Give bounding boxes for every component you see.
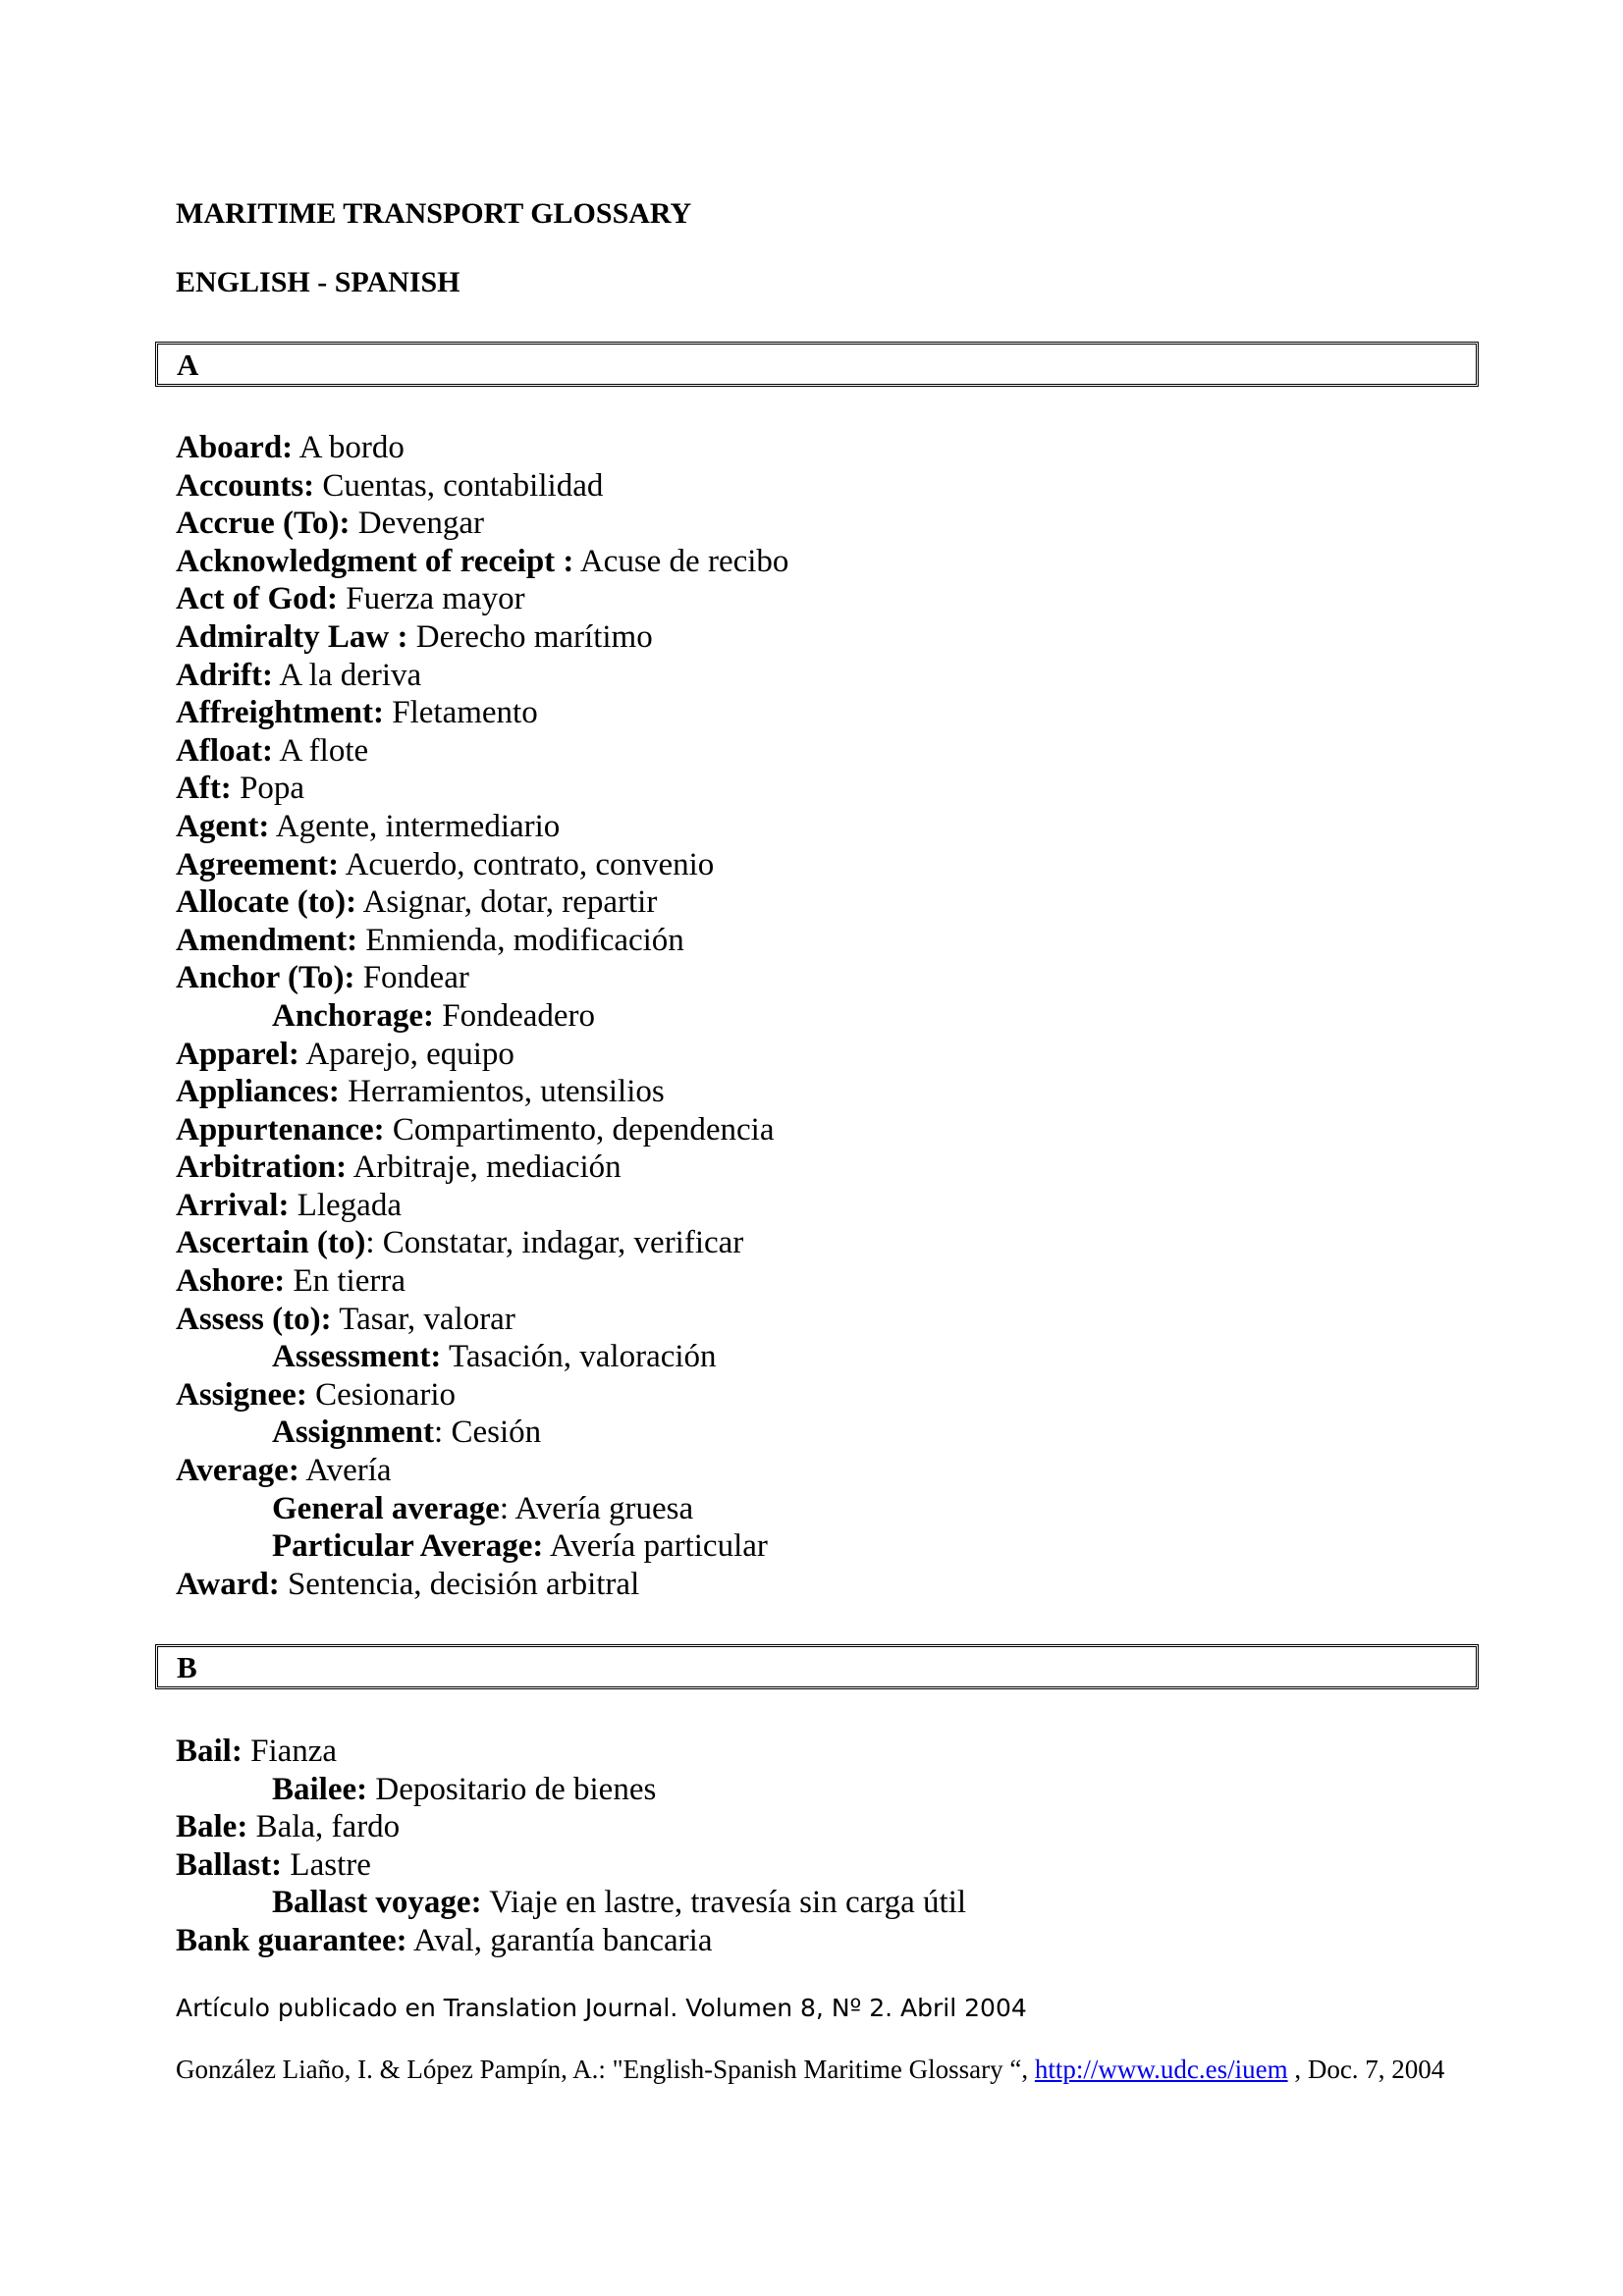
glossary-entry bbox=[176, 1922, 1482, 1960]
entry-definition: Popa bbox=[231, 771, 305, 807]
journal-note: Artículo publicado en Translation Journal. Volumen 8, Nº 2. Abril 2004 bbox=[176, 1994, 1027, 2022]
entry-definition: Devengar bbox=[350, 506, 484, 542]
entry-definition: Viaje en lastre, travesía sin carga útil bbox=[481, 1885, 967, 1921]
entry-term: Assignee: bbox=[176, 1376, 307, 1413]
entry-definition: Bala, fardo bbox=[247, 1809, 401, 1845]
glossary-entry bbox=[176, 657, 1482, 695]
section-letter-b: B bbox=[177, 1650, 197, 1684]
entry-term: Ballast voyage: bbox=[272, 1885, 482, 1921]
glossary-entry bbox=[176, 543, 1482, 581]
entry-term: Assessment: bbox=[272, 1339, 442, 1375]
glossary-entry bbox=[176, 1452, 1482, 1490]
glossary-entry bbox=[176, 1376, 1482, 1415]
glossary-entry bbox=[176, 694, 1482, 732]
entry-term: Afloat: bbox=[176, 732, 273, 769]
entry-definition: Tasación, valoración bbox=[441, 1339, 717, 1375]
entry-term: Anchorage: bbox=[272, 997, 434, 1034]
glossary-entry bbox=[176, 1338, 1482, 1376]
entry-definition: A bordo bbox=[293, 430, 405, 465]
glossary-entry bbox=[176, 1527, 1482, 1566]
entry-separator: : bbox=[434, 1415, 444, 1451]
entry-definition: Sentencia, decisión arbitral bbox=[279, 1566, 640, 1602]
document-subtitle: ENGLISH - SPANISH bbox=[176, 266, 460, 298]
entry-definition: Fianza bbox=[242, 1734, 338, 1769]
entry-definition: Herramientos, utensilios bbox=[339, 1074, 665, 1110]
entry-definition: Compartimento, dependencia bbox=[384, 1111, 775, 1148]
entry-definition: Lastre bbox=[282, 1846, 371, 1883]
entries-section-b bbox=[176, 1733, 1482, 1960]
entry-term: Assignment bbox=[272, 1415, 435, 1451]
glossary-entry bbox=[176, 1490, 1482, 1528]
entry-definition: Fuerza mayor bbox=[337, 581, 525, 617]
entry-term: Agreement: bbox=[176, 846, 340, 882]
entry-term: Bank guarantee: bbox=[176, 1922, 407, 1958]
glossary-entry bbox=[176, 618, 1482, 657]
citation-link[interactable]: http://www.udc.es/iuem bbox=[1034, 2055, 1288, 2084]
section-letter-box-b bbox=[155, 1644, 1479, 1689]
glossary-entry bbox=[176, 1414, 1482, 1452]
glossary-entry bbox=[176, 429, 1482, 467]
glossary-entry bbox=[176, 1187, 1482, 1225]
glossary-entry bbox=[176, 732, 1482, 771]
entry-term: Allocate (to): bbox=[176, 884, 357, 921]
entry-term: Anchor (To): bbox=[176, 960, 355, 996]
entry-definition: Acuerdo, contrato, convenio bbox=[339, 846, 715, 882]
entry-term: Bale: bbox=[176, 1809, 248, 1845]
entry-definition: Arbitraje, mediación bbox=[347, 1149, 622, 1186]
entries-section-a bbox=[176, 429, 1482, 1603]
glossary-entry bbox=[176, 883, 1482, 922]
glossary-entry bbox=[176, 922, 1482, 960]
glossary-entry bbox=[176, 580, 1482, 618]
glossary-entry bbox=[176, 1733, 1482, 1771]
entry-term: Act of God: bbox=[176, 581, 338, 617]
glossary-entry bbox=[176, 505, 1482, 543]
entry-term: Aboard: bbox=[176, 430, 294, 465]
entry-definition: Acuse de recibo bbox=[573, 543, 789, 579]
section-letter-a: A bbox=[177, 347, 199, 382]
glossary-entry bbox=[176, 1111, 1482, 1149]
glossary-entry bbox=[176, 770, 1482, 808]
entry-definition: Fondear bbox=[354, 960, 469, 996]
entry-term: Bailee: bbox=[272, 1771, 368, 1807]
entry-term: General average bbox=[272, 1490, 500, 1526]
entry-definition: Avería particular bbox=[543, 1528, 768, 1565]
entry-definition: Llegada bbox=[289, 1187, 402, 1223]
glossary-entry bbox=[176, 1036, 1482, 1074]
entry-term: Ascertain (to) bbox=[176, 1225, 366, 1261]
entry-definition: Avería bbox=[298, 1453, 392, 1489]
entry-term: Bail: bbox=[176, 1734, 243, 1769]
entry-term: Agent: bbox=[176, 808, 270, 844]
glossary-entry bbox=[176, 997, 1482, 1036]
entry-term: Arbitration: bbox=[176, 1149, 348, 1186]
entry-term: Average: bbox=[176, 1453, 299, 1489]
entry-definition: Cesión bbox=[443, 1415, 542, 1451]
glossary-entry bbox=[176, 1262, 1482, 1301]
glossary-entry bbox=[176, 846, 1482, 884]
glossary-entry bbox=[176, 467, 1482, 506]
glossary-entry bbox=[176, 1771, 1482, 1809]
entry-term: Ballast: bbox=[176, 1846, 283, 1883]
entry-term: Accounts: bbox=[176, 467, 315, 504]
section-letter-box-a bbox=[155, 342, 1479, 387]
entry-term: Apparel: bbox=[176, 1036, 299, 1072]
glossary-entry bbox=[176, 959, 1482, 997]
entry-definition: Aval, garantía bancaria bbox=[406, 1922, 713, 1958]
citation-footer bbox=[176, 2054, 1452, 2085]
entry-definition: Tasar, valorar bbox=[331, 1301, 515, 1337]
entry-term: Aft: bbox=[176, 771, 232, 807]
entry-definition: Agente, intermediario bbox=[269, 808, 561, 844]
entry-definition: Derecho marítimo bbox=[407, 618, 653, 655]
entry-separator: : bbox=[365, 1225, 375, 1261]
entry-definition: Enmienda, modificación bbox=[357, 922, 684, 958]
glossary-entry bbox=[176, 1148, 1482, 1187]
entry-definition: Cesionario bbox=[306, 1376, 457, 1413]
glossary-entry bbox=[176, 1224, 1482, 1262]
entry-term: Admiralty Law : bbox=[176, 618, 408, 655]
entry-term: Adrift: bbox=[176, 657, 273, 693]
entry-definition: A flote bbox=[272, 732, 369, 769]
glossary-entry bbox=[176, 1808, 1482, 1846]
citation-text-before: González Liaño, I. & López Pampín, A.: "English-Spanish Maritime Glossary “, bbox=[176, 2055, 1035, 2084]
glossary-entry bbox=[176, 808, 1482, 846]
entry-definition: Avería gruesa bbox=[509, 1490, 694, 1526]
glossary-entry bbox=[176, 1884, 1482, 1922]
entry-definition: En tierra bbox=[285, 1263, 406, 1300]
citation-text-after: , Doc. 7, 2004 bbox=[1287, 2055, 1445, 2084]
entry-term: Assess (to): bbox=[176, 1301, 332, 1337]
entry-definition: A la deriva bbox=[272, 657, 422, 693]
glossary-entry bbox=[176, 1566, 1482, 1604]
entry-term: Ashore: bbox=[176, 1263, 286, 1300]
entry-definition: Aparejo, equipo bbox=[298, 1036, 514, 1072]
entry-term: Acknowledgment of receipt : bbox=[176, 543, 574, 579]
entry-definition: Fondeadero bbox=[433, 997, 596, 1034]
entry-definition: Fletamento bbox=[384, 695, 538, 731]
entry-definition: Depositario de bienes bbox=[367, 1771, 657, 1807]
entry-definition: Cuentas, contabilidad bbox=[314, 467, 604, 504]
glossary-entry bbox=[176, 1073, 1482, 1111]
entry-term: Appurtenance: bbox=[176, 1111, 385, 1148]
glossary-entry bbox=[176, 1301, 1482, 1339]
entry-term: Affreightment: bbox=[176, 695, 384, 731]
entry-term: Accrue (To): bbox=[176, 506, 351, 542]
entry-separator: : bbox=[499, 1490, 509, 1526]
glossary-entry bbox=[176, 1846, 1482, 1885]
entry-term: Appliances: bbox=[176, 1074, 340, 1110]
entry-definition: Asignar, dotar, repartir bbox=[356, 884, 658, 921]
entry-term: Amendment: bbox=[176, 922, 358, 958]
entry-term: Award: bbox=[176, 1566, 280, 1602]
entry-term: Arrival: bbox=[176, 1187, 290, 1223]
entry-definition: Constatar, indagar, verificar bbox=[374, 1225, 744, 1261]
document-title: MARITIME TRANSPORT GLOSSARY bbox=[176, 197, 692, 230]
entry-term: Particular Average: bbox=[272, 1528, 544, 1565]
